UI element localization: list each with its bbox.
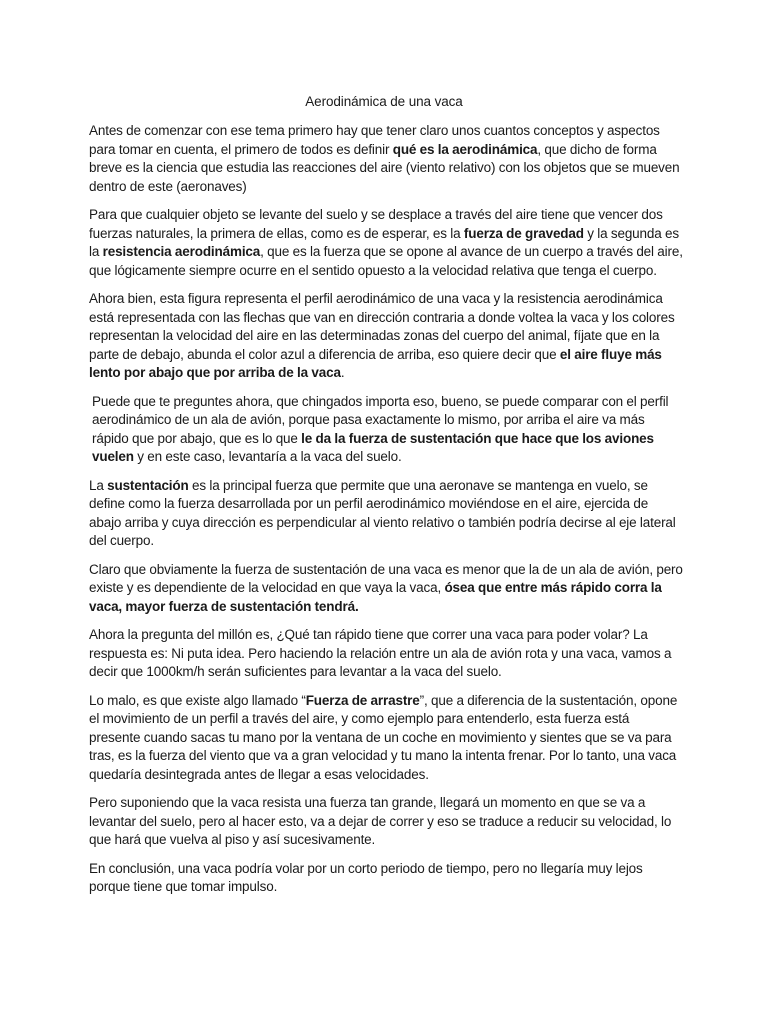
paragraph: [89, 860, 683, 897]
text-run: Pero suponiendo que la vaca resista una fuerza tan grande, llegará un momento en que se va a levantar del suelo, pero al hacer esto, va a dejar de correr y eso se traduce a reducir su velocidad, lo que hará que vuelva al piso y así sucesivamente.: [89, 795, 672, 847]
bold-text-run: Fuerza de arrastre: [305, 692, 420, 708]
document-body: [89, 122, 683, 907]
paragraph: [89, 794, 683, 850]
text-run: , que es la fuerza que se opone al avance de un cuerpo a través del aire, que lógicamente siempre ocurre en el sentido opuesto a la velocidad relativa que tenga el cuerpo.: [89, 244, 683, 278]
text-run: Antes de comenzar con ese tema primero hay que tener claro unos cuantos conceptos y aspectos para tomar en cuenta, el primero de todos es definir: [89, 123, 660, 157]
paragraph: [89, 692, 683, 785]
bold-text-run: le da la fuerza de sustentación que hace que los aviones vuelen: [92, 430, 654, 464]
text-run: Claro que obviamente la fuerza de sustentación de una vaca es menor que la de un ala de avión, pero existe y es dependiente de la velocidad en que vaya la vaca,: [89, 561, 683, 595]
text-run: .: [340, 365, 345, 380]
text-run: es la principal fuerza que permite que una aeronave se mantenga en vuelo, se define como la fuerza desarrollada por un perfil aerodinámico moviéndose en el aire, ejercida de abajo arriba y cuya dirección es perpendicular al viento relativo o también podría decirse al eje lateral del cuerpo.: [89, 477, 676, 548]
text-run: En conclusión, una vaca podría volar por un corto periodo de tiempo, pero no llegaría muy lejos porque tiene que tomar impulso.: [89, 860, 643, 894]
text-run: Para que cualquier objeto se levante del suelo y se desplace a través del aire tiene que vencer dos fuerzas naturales, la primera de ellas, como es de esperar, es la: [89, 207, 663, 241]
text-run: Puede que te preguntes ahora, que chingados importa eso, bueno, se puede comparar con el perfil aerodinámico de un ala de avión, porque pasa exactamente lo mismo, por arriba el aire va más rápido que por abajo, que es lo que: [92, 393, 669, 446]
bold-text-run: el aire fluye más lento por abajo que por arriba de la vaca: [89, 346, 662, 380]
text-run: y la segunda es la: [89, 225, 679, 259]
text-run: Ahora la pregunta del millón es, ¿Qué tan rápido tiene que correr una vaca para poder volar? La respuesta es: Ni puta idea. Pero haciendo la relación entre un ala de avión rota y una vaca, vamos a decir que 1000km/h serán suficientes para levantar a la vaca del suelo.: [89, 627, 672, 679]
bold-text-run: fuerza de gravedad: [463, 225, 584, 241]
paragraph: [89, 290, 683, 383]
bold-text-run: resistencia aerodinámica: [102, 244, 261, 259]
paragraph: [89, 393, 683, 467]
text-run: Ahora bien, esta figura representa el perfil aerodinámico de una vaca y la resistencia aerodinámica está representada con las flechas que van en dirección contraria a donde voltea la vaca y los colores representan la velocidad del aire en las determinadas zonas del cuerpo del animal, fíjate que en la parte de debajo, abunda el color azul a diferencia de arriba, eso quiere decir que: [89, 291, 675, 362]
paragraph: [89, 206, 683, 280]
paragraph: [89, 122, 683, 196]
paragraph: [89, 626, 683, 682]
text-run: y en este caso, levantaría a la vaca del suelo.: [133, 449, 402, 464]
paragraph: [89, 477, 683, 551]
paragraph: [89, 561, 683, 617]
text-run: ”, que a diferencia de la sustentación, opone el movimiento de un perfil a través del aire, y como ejemplo para entenderlo, esta fuerza está presente cuando sacas tu mano por la ventana de un coche en movimiento y sientes que se va para tras, es la fuerza del viento que va a gran velocidad y tu mano la intenta frenar. Por lo tanto, una vaca quedaría desintegrada antes de llegar a esas velocidades.: [89, 692, 678, 782]
bold-text-run: sustentación: [107, 477, 189, 493]
document-title: Aerodinámica de una vaca: [305, 94, 463, 109]
bold-text-run: ósea que entre más rápido corra la vaca, mayor fuerza de sustentación tendrá.: [89, 580, 662, 614]
bold-text-run: qué es la aerodinámica: [392, 141, 538, 157]
text-run: Lo malo, es que existe algo llamado “: [89, 692, 306, 708]
text-run: , que dicho de forma breve es la ciencia que estudia las reacciones del aire (viento relativo) con los objetos que se mueven dentro de este (aeronaves): [89, 141, 680, 194]
text-run: La: [89, 477, 108, 493]
